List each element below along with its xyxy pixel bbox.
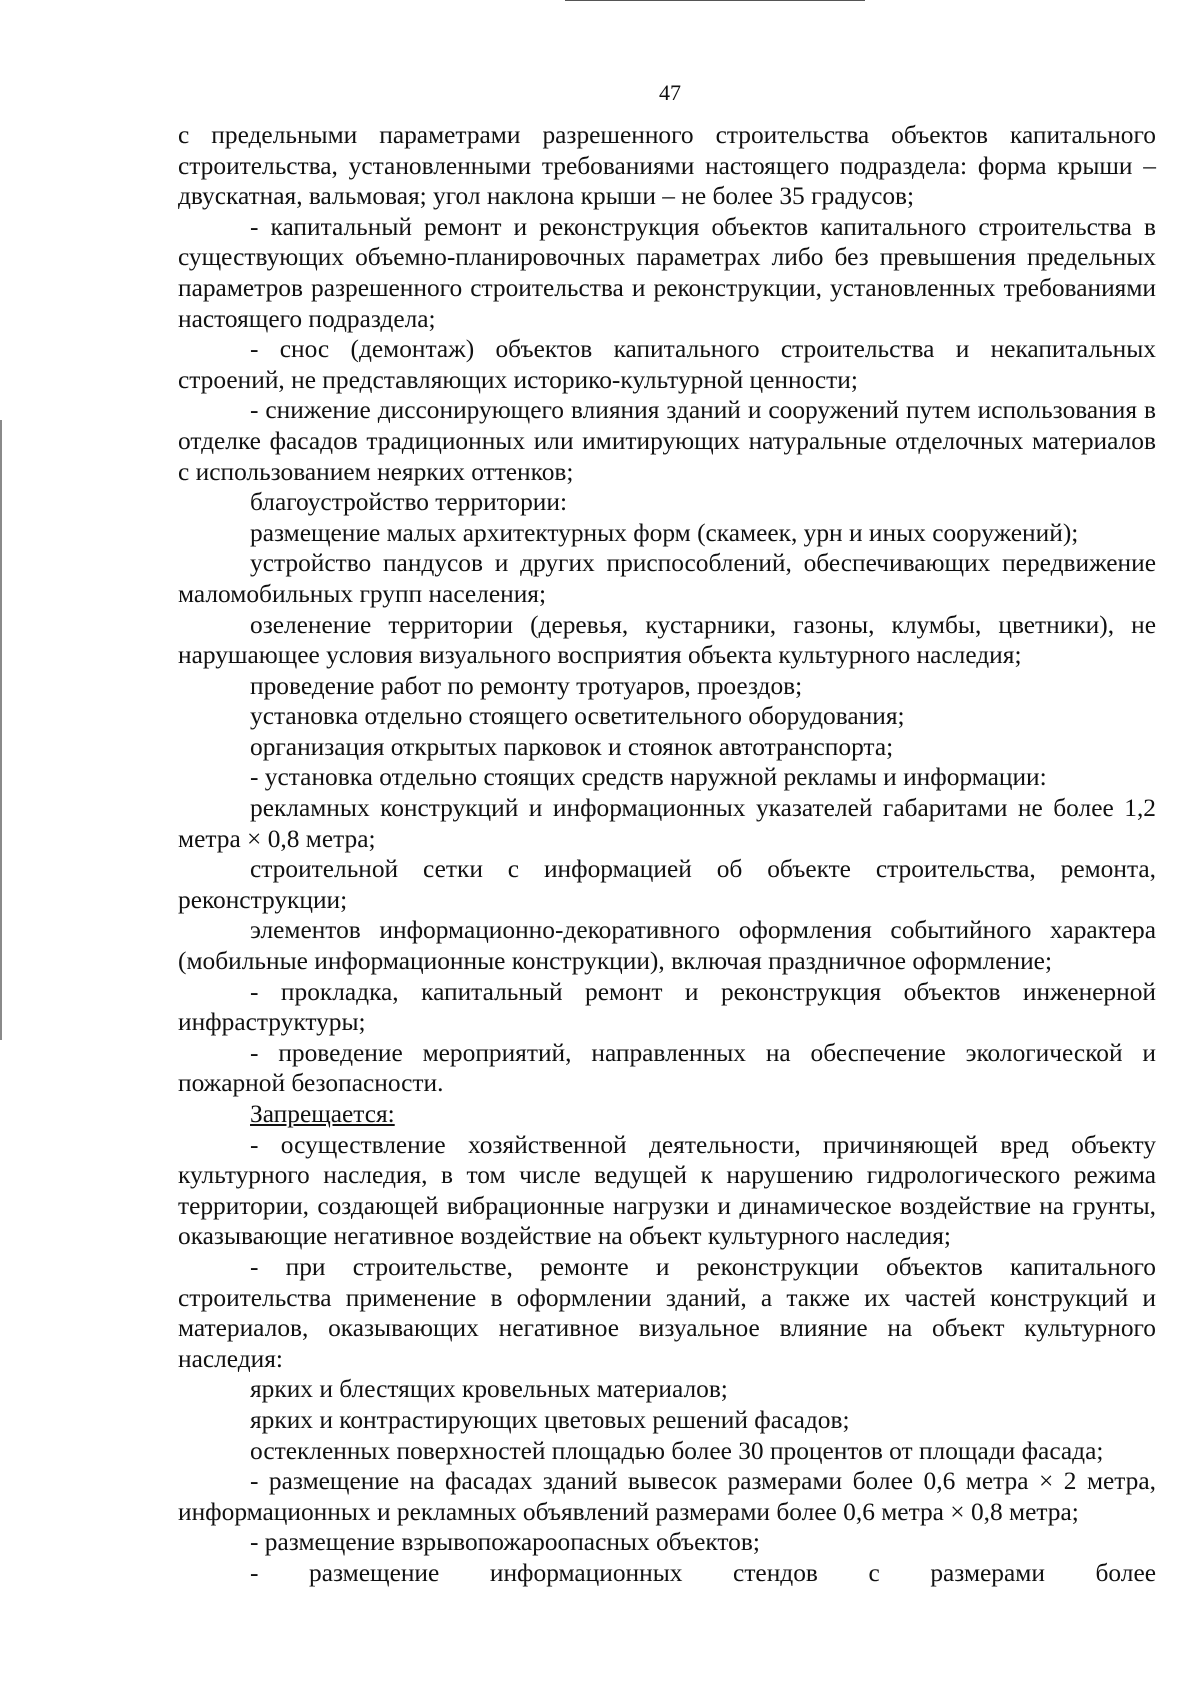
paragraph: ярких и контрастирующих цветовых решений фасадов; bbox=[250, 1405, 850, 1434]
paragraph: проведение работ по ремонту тротуаров, проездов; bbox=[250, 671, 803, 700]
paragraph: строительной сетки с информацией об объекте строительства, ремонта, реконструкции; bbox=[178, 855, 1156, 914]
scan-edge-top bbox=[565, 0, 865, 1]
paragraph: - установка отдельно стоящих средств наружной рекламы и информации: bbox=[250, 763, 1047, 792]
prohibited-heading-line bbox=[178, 1099, 1156, 1130]
paragraph: остекленных поверхностей площадью более 30 процентов от площади фасада; bbox=[250, 1436, 1104, 1465]
paragraph: - снос (демонтаж) объектов капитального строительства и некапитальных строений, не представляющих историко-культурной ценности; bbox=[178, 335, 1156, 394]
paragraph: - размещение взрывопожароопасных объектов; bbox=[250, 1528, 760, 1557]
paragraph: - проведение мероприятий, направленных на обеспечение экологической и пожарной безопасности. bbox=[178, 1038, 1156, 1098]
paragraph: организация открытых парковок и стоянок автотранспорта; bbox=[250, 732, 894, 761]
paragraph: - при строительстве, ремонте и реконструкции объектов капитального строительства применение в оформлении зданий, а также их частей конструкций и материалов, оказывающих негативное визуальное влияние на объект культурного наследия: bbox=[178, 1252, 1156, 1373]
paragraph: озеленение территории (деревья, кустарники, газоны, клумбы, цветники), не нарушающее условия визуального восприятия объекта культурного наследия; bbox=[178, 610, 1156, 670]
paragraph: установка отдельно стоящего осветительного оборудования; bbox=[250, 702, 905, 731]
scan-edge-left bbox=[0, 420, 2, 1040]
paragraph: ярких и блестящих кровельных материалов; bbox=[250, 1375, 728, 1404]
paragraph: - осуществление хозяйственной деятельности, причиняющей вред объекту культурного наследия, в том числе ведущей к нарушению гидрологического режима территории, создающей вибрационные нагрузки и динамическое воздействие на грунты, оказывающие негативное воздействие на объект культурного наследия; bbox=[178, 1130, 1156, 1251]
paragraph: - капитальный ремонт и реконструкция объектов капитального строительства в существующих объемно-планировочных параметрах либо без превышения предельных параметров разрешенного строительства и реконструкции, установленных требованиями настоящего подраздела; bbox=[178, 212, 1156, 333]
paragraph: размещение малых архитектурных форм (скамеек, урн и иных сооружений); bbox=[250, 518, 1079, 547]
paragraph: - размещение информационных стендов с размерами более bbox=[250, 1558, 1156, 1587]
paragraph: благоустройство территории: bbox=[250, 488, 568, 517]
paragraph: с предельными параметрами разрешенного строительства объектов капитального строительства, установленными требованиями настоящего подраздела: форма крыши – двускатная, вальмовая; угол наклона крыши – не более 35 градусов; bbox=[178, 121, 1156, 211]
prohibited-heading: Запрещается: bbox=[250, 1100, 395, 1128]
paragraph: - снижение диссонирующего влияния зданий и сооружений путем использования в отделке фасадов традиционных или имитирующих натуральные отделочных материалов с использованием неярких оттенков; bbox=[178, 396, 1156, 486]
paragraph: элементов информационно-декоративного оформления событийного характера (мобильные информационные конструкции), включая праздничное оформление; bbox=[178, 916, 1156, 976]
paragraph: - размещение на фасадах зданий вывесок размерами более 0,6 метра × 2 метра, информационных и рекламных объявлений размерами более 0,6 метра × 0,8 метра; bbox=[178, 1467, 1156, 1526]
paragraph: - прокладка, капитальный ремонт и реконструкция объектов инженерной инфраструктуры; bbox=[178, 977, 1156, 1037]
document-body bbox=[178, 120, 1156, 1589]
paragraph: устройство пандусов и других приспособлений, обеспечивающих передвижение маломобильных групп населения; bbox=[178, 549, 1156, 608]
page-number: 47 bbox=[659, 80, 681, 105]
paragraph: рекламных конструкций и информационных указателей габаритами не более 1,2 метра × 0,8 метра; bbox=[178, 794, 1156, 853]
